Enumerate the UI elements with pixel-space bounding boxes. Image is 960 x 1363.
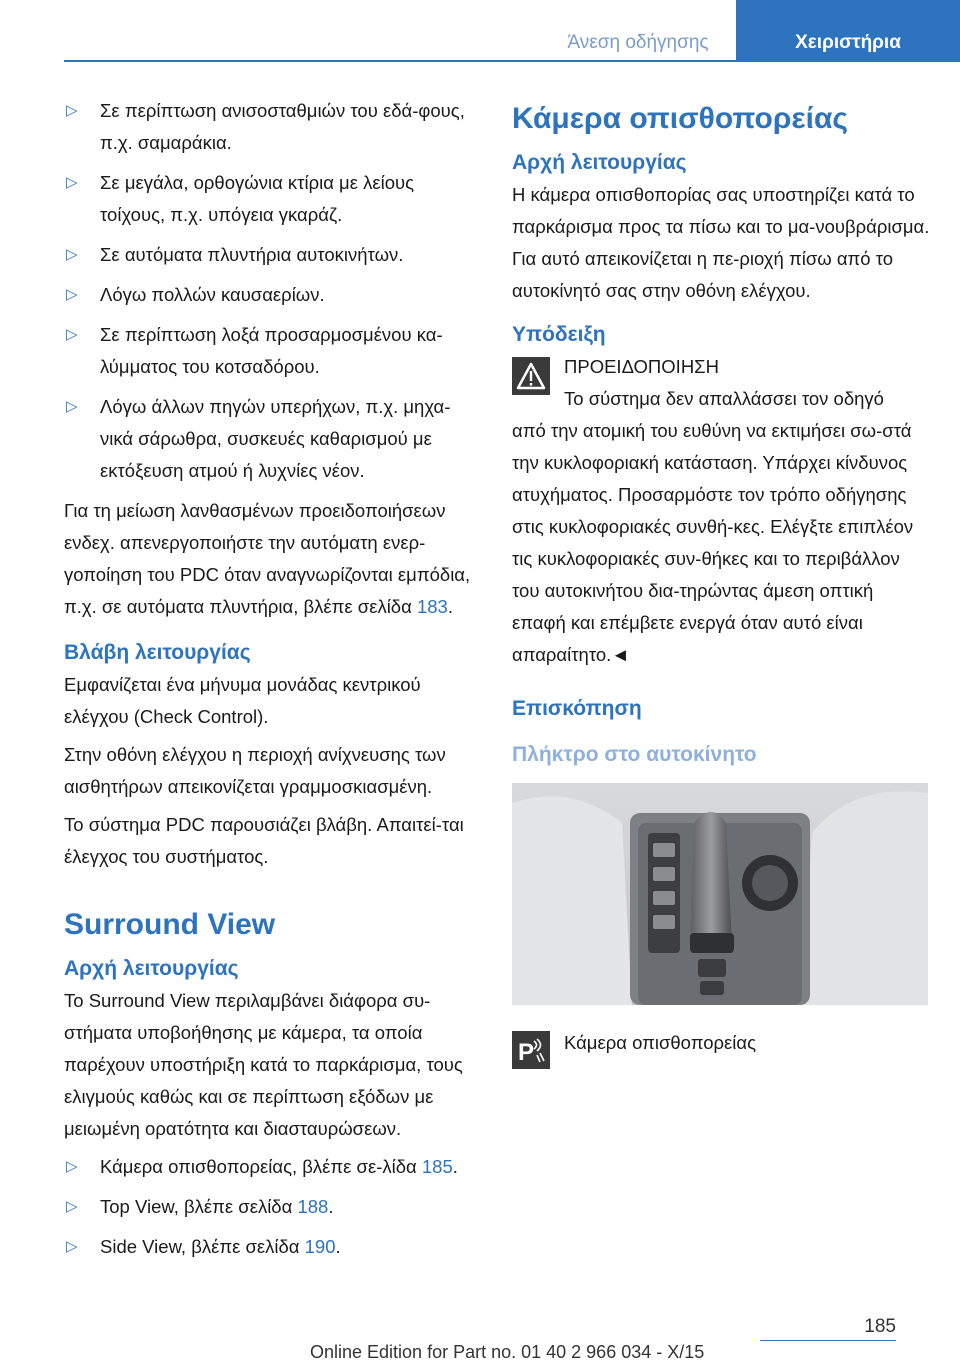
list-item: ▷ Λόγω άλλων πηγών υπερήχων, π.χ. μηχα-νικά σάρωθρα, συσκευές καθαρισμού με εκτόξευση ατμού ή λυχνίες νέον. [64, 391, 476, 487]
principle-heading: Αρχή λειτουργίας [512, 151, 687, 174]
principle-paragraph: Η κάμερα οπισθοπορίας σας υποστηρίζει κατά το παρκάρισμα προς τα πίσω και το μα-νουβράρισμα. Για αυτό απεικονίζεται η πε-ριοχή πίσω από το αυτοκίνητό σας στην οθόνη ελέγχου. [512, 184, 930, 301]
list-item: ▷ Σε περίπτωση ανισοσταθμιών του εδά-φους, π.χ. σαμαράκια. [64, 95, 476, 159]
surround-view-title: Surround View [64, 908, 276, 941]
rear-camera-title: Κάμερα οπισθοπορείας [512, 102, 849, 135]
list-item: ▷ Side View, βλέπε σελίδα 190. [64, 1231, 476, 1263]
page-number: 185 [864, 1316, 896, 1337]
warning-label: ΠΡΟΕΙΔΟΠΟΙΗΣΗ [564, 356, 719, 377]
button-in-vehicle-heading: Πλήκτρο στο αυτοκίνητο [512, 743, 757, 766]
triangle-bullet-icon: ▷ [66, 174, 78, 191]
triangle-bullet-icon: ▷ [66, 1158, 78, 1175]
svg-text:P: P [518, 1039, 535, 1066]
warning-triangle-icon [512, 357, 550, 395]
reduce-false-warnings-paragraph: Για τη μείωση λανθασμένων προειδοποιήσεων ενδεχ. απενεργοποιήστε την αυτόματη ενερ-γοποίηση του PDC όταν αναγνωρίζονται εμπόδια, π.χ. σε αυτόματα πλυντήρια, βλέπε σελίδα 183. [64, 500, 471, 617]
page-link-190[interactable]: 190 [304, 1236, 336, 1257]
list-item: ▷ Σε περίπτωση λοξά προσαρμοσμένου κα-λύμματος του κοτσαδόρου. [64, 319, 476, 383]
online-edition-text: Online Edition for Part no. 01 40 2 966 034 - X/15 [310, 1342, 705, 1362]
list-item: ▷ Λόγω πολλών καυσαερίων. [64, 279, 476, 311]
page-link-183[interactable]: 183 [416, 596, 448, 617]
triangle-bullet-icon: ▷ [66, 1238, 78, 1255]
left-column [64, 95, 476, 1271]
fault-paragraph-1: Εμφανίζεται ένα μήνυμα μονάδας κεντρικού ελέγχου (Check Control). [64, 674, 421, 727]
footer-rule [760, 1340, 896, 1341]
overview-heading: Επισκόπηση [512, 697, 642, 720]
list-item: ▷ Σε μεγάλα, ορθογώνια κτίρια με λείους τοίχους, π.χ. υπόγεια γκαράζ. [64, 167, 476, 231]
triangle-bullet-icon: ▷ [66, 398, 78, 415]
center-console-photo [512, 783, 928, 1005]
page-link-185[interactable]: 185 [421, 1156, 453, 1177]
page-footer [0, 1312, 960, 1362]
triangle-bullet-icon: ▷ [66, 1198, 78, 1215]
list-item: ▷ Κάμερα οπισθοπορείας, βλέπε σε-λίδα 185. [64, 1151, 476, 1183]
caption-text: Κάμερα οπισθοπορείας [564, 1032, 756, 1053]
warning-text: από την ατομική του ευθύνη να εκτιμήσει σω-στά την κυκλοφοριακή κατάσταση. Υπάρχει κίνδυνος ατυχήματος. Προσαρμόστε τον τρόπο οδήγησης στις κυκλοφοριακές συνθή-κες. Ελέγξτε επιπλέον τις κυκλοφοριακές συν-θήκες και το περιβάλλον του αυτοκινήτου δια-τηρώντας άμεση οπτική επαφή και επέμβετε ενεργά όταν αυτό είναι απαραίτητο.◄ [512, 420, 914, 665]
triangle-bullet-icon: ▷ [66, 102, 78, 119]
surround-systems-list [64, 1151, 476, 1263]
page-link-188[interactable]: 188 [297, 1196, 329, 1217]
fault-paragraph-3: Το σύστημα PDC παρουσιάζει βλάβη. Απαιτεί-ται έλεγχος του συστήματος. [64, 814, 464, 867]
warning-first-line: Το σύστημα δεν απαλλάσσει τον οδηγό [564, 388, 884, 409]
list-item: ▷ Top View, βλέπε σελίδα 188. [64, 1191, 476, 1223]
triangle-bullet-icon: ▷ [66, 286, 78, 303]
limitations-list [64, 95, 476, 487]
surround-paragraph: Το Surround View περιλαμβάνει διάφορα συ-στήματα υποβοήθησης με κάμερα, τα οποία παρέχουν υποστήριξη κατά το παρκάρισμα, τους ελιγμούς καθώς και σε περίπτωση εξόδων με μειωμένη ορατότητα και διασταυρώσεων. [64, 990, 463, 1139]
warning-block [512, 351, 932, 671]
note-heading: Υπόδειξη [512, 323, 606, 346]
rear-camera-button-icon [512, 1031, 550, 1069]
triangle-bullet-icon: ▷ [66, 326, 78, 343]
page-header [0, 0, 960, 62]
header-chapter-tab: Χειριστήρια [736, 0, 960, 62]
photo-caption [512, 1019, 932, 1066]
fault-paragraph-2: Στην οθόνη ελέγχου η περιοχή ανίχνευσης των αισθητήρων απεικονίζεται γραμμοσκιασμένη. [64, 744, 446, 797]
list-item: ▷ Σε αυτόματα πλυντήρια αυτοκινήτων. [64, 239, 476, 271]
surround-principle-heading: Αρχή λειτουργίας [64, 957, 239, 980]
triangle-bullet-icon: ▷ [66, 246, 78, 263]
right-column [512, 95, 932, 1066]
fault-heading: Βλάβη λειτουργίας [64, 641, 251, 664]
header-section-label: Άνεση οδήγησης [567, 32, 709, 53]
header-rule [64, 60, 736, 62]
